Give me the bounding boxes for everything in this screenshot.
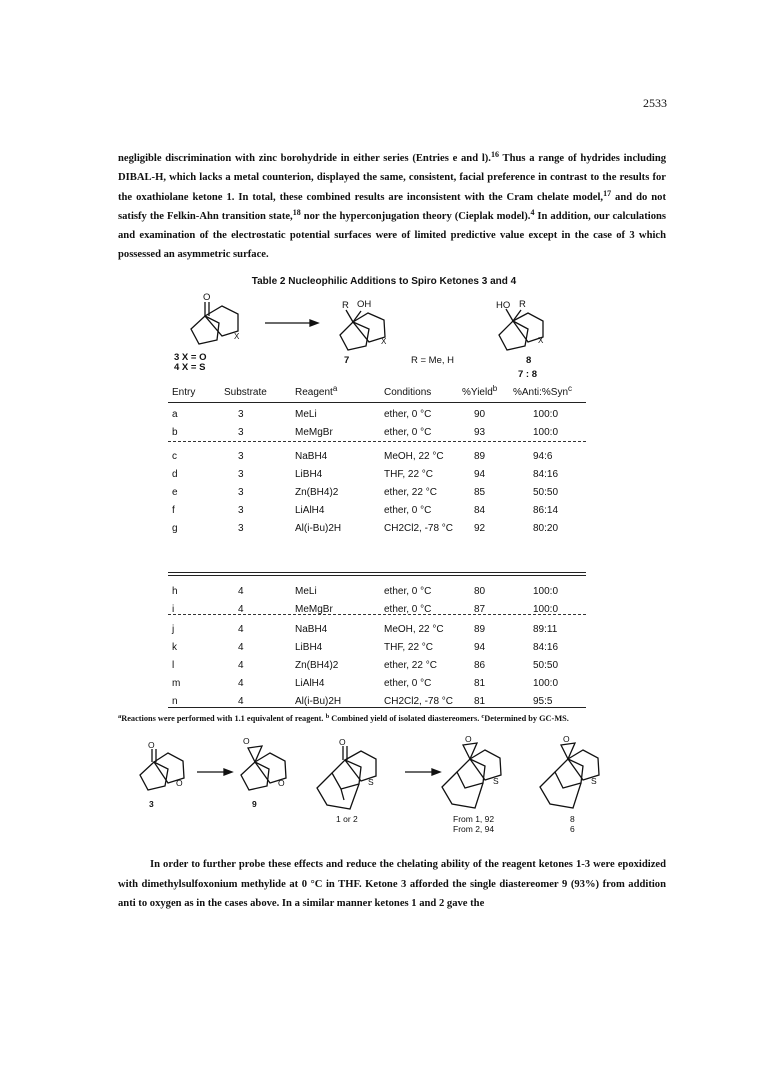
cell-yield: 85 [474,487,486,498]
cell-conditions: MeOH, 22 °C [384,451,444,462]
header-ratio: %Anti:%Syn$^c$ [513,384,573,398]
cell-substrate: 4 [238,642,244,653]
cell-conditions: ether, 0 °C [384,678,432,689]
cell-ratio: 89:11 [533,624,558,635]
cell-yield: 89 [474,451,486,462]
compound-9-label: 9 [252,799,257,809]
cell-entry: a [172,409,178,420]
reference-18: 18 [292,207,301,217]
cell-reagent: MeMgBr [295,427,333,438]
header-yield: %Yield$^b$ [462,384,498,398]
cell-entry: f [172,505,175,516]
cell-conditions: MeOH, 22 °C [384,624,444,635]
cell-conditions: ether, 0 °C [384,604,432,615]
page-number: 2533 [643,96,667,110]
cell-yield: 93 [474,427,486,438]
from-2-yield: From 2, 94 [453,824,495,834]
product-7-r: R [342,300,349,311]
cell-conditions: ether, 0 °C [384,427,432,438]
cell-substrate: 4 [238,586,244,597]
cell-reagent: LiBH4 [295,642,323,653]
text-run: Thus a range of hydrides including DIBAL-H, which lacks a metal counterion, displayed the same, consistent, facial preference in contrast to the results for the oxathiolane ketone 1. In total, these combined results are inconsistent with the Cram chelate model, [118,153,667,203]
cell-ratio: 100:0 [533,427,559,438]
compound-6-label: 6 [570,824,575,834]
cell-substrate: 4 [238,624,244,635]
product-8-sulfur: S [493,776,499,786]
cell-conditions: ether, 0 °C [384,409,432,420]
cell-substrate: 4 [238,696,244,707]
cell-reagent: Zn(BH4)2 [295,660,339,671]
cell-substrate: 3 [238,487,244,498]
cell-substrate: 3 [238,505,244,516]
cell-conditions: ether, 22 °C [384,487,437,498]
cell-entry: g [172,523,178,534]
epoxide-9-oxygen: O [243,736,250,746]
cell-conditions: ether, 0 °C [384,586,432,597]
cell-entry: c [172,451,177,462]
cell-substrate: 3 [238,409,244,420]
header-substrate: Substrate [224,387,267,398]
product-7-label: 7 [344,355,350,366]
cell-ratio: 50:50 [533,660,559,671]
cell-ratio: 100:0 [533,409,559,420]
compound-1or2-label: 1 or 2 [336,814,358,824]
cell-ratio: 84:16 [533,642,559,653]
compound-8-label: 8 [570,814,575,824]
table-title: Table 2 Nucleophilic Additions to Spiro Ketones 3 and 4 [251,276,517,287]
cell-conditions: ether, 22 °C [384,660,437,671]
reference-16: 16 [490,150,499,159]
substrate-4-label: 4 X = S [174,362,206,373]
cell-reagent: MeLi [295,409,317,420]
cell-reagent: NaBH4 [295,624,328,635]
cell-entry: k [172,642,177,653]
cell-ratio: 94:6 [533,451,553,462]
cell-ratio: 95:5 [533,696,553,707]
cell-yield: 94 [474,469,486,480]
cell-ratio: 100:0 [533,678,559,689]
ketone-1or2-oxygen: O [339,737,346,747]
cell-yield: 94 [474,642,486,653]
product-8-r: R [519,299,526,310]
cell-reagent: LiAlH4 [295,505,325,516]
cell-conditions: ether, 0 °C [384,505,432,516]
text-run: and do not satisfy the Felkin-Ahn transition state, [118,191,666,222]
product-6-sulfur: S [591,776,597,786]
reference-17: 17 [603,188,612,198]
product-8-label: 8 [526,355,532,366]
from-1-yield: From 1, 92 [453,814,495,824]
ketone-1or2-sulfur: S [368,777,374,787]
cell-entry: i [172,604,175,615]
body-paragraph-bottom: In order to further probe these effects and reduce the chelating ability of the reagent ketones 1-3 were epoxidized with dimethylsulfoxonium methylide at 0 °C in THF. Ketone 3 afforded the single diastereomer 9 (93%) from addition anti to oxygen as in the cases above. In a similar manner ketones 1 and 2 gave the [118,859,666,909]
ketone-3-ring-oxygen: O [176,778,183,788]
cell-substrate: 3 [238,451,244,462]
product-7-oh: OH [357,299,372,310]
table-footnote: $^a$Reactions were performed with 1.1 equivalent of reagent. $^b$ Combined yield of isolated diastereomers. $^c$Determined by GC-MS. [118,713,569,723]
cell-conditions: THF, 22 °C [384,469,434,480]
cell-reagent: MeMgBr [295,604,333,615]
cell-yield: 90 [474,409,486,420]
text-run: negligible discrimination with zinc borohydride in either series (Entries e and l). [118,153,491,164]
cell-reagent: Al(i-Bu)2H [295,523,342,534]
cell-ratio: 100:0 [533,586,559,597]
cell-yield: 86 [474,660,486,671]
ratio-label: 7 : 8 [518,369,538,380]
substrate-3-label: 3 X = O [174,352,207,363]
cell-entry: h [172,586,178,597]
ketone-3-oxygen: O [148,740,155,750]
cell-yield: 89 [474,624,486,635]
cell-conditions: THF, 22 °C [384,642,434,653]
cell-ratio: 86:14 [533,505,559,516]
cell-reagent: Zn(BH4)2 [295,487,339,498]
product-8-ho: HO [496,300,511,311]
epoxide-9-ring-oxygen: O [278,778,285,788]
cell-ratio: 50:50 [533,487,559,498]
cell-entry: d [172,469,178,480]
cell-substrate: 3 [238,523,244,534]
r-definition: R = Me, H [411,355,455,366]
cell-ratio: 100:0 [533,604,559,615]
cell-ratio: 84:16 [533,469,559,480]
product-8-oxygen: O [465,734,472,744]
cell-ratio: 80:20 [533,523,559,534]
cell-entry: l [172,660,175,671]
product-7-x: X [381,337,387,346]
text-run: nor the hyperconjugation theory (Cieplak model). [300,210,531,222]
cell-reagent: LiAlH4 [295,678,325,689]
cell-substrate: 4 [238,678,244,689]
product-6-oxygen: O [563,734,570,744]
cell-entry: j [172,624,175,635]
carbonyl-oxygen: O [203,292,211,303]
cell-reagent: LiBH4 [295,469,323,480]
header-entry: Entry [172,387,196,398]
cell-substrate: 3 [238,427,244,438]
cell-entry: m [172,678,181,689]
cell-yield: 92 [474,523,486,534]
cell-yield: 87 [474,604,486,615]
cell-substrate: 4 [238,660,244,671]
cell-yield: 84 [474,505,486,516]
cell-reagent: MeLi [295,586,317,597]
cell-entry: b [172,427,178,438]
cell-substrate: 3 [238,469,244,480]
product-8-x: X [538,336,544,345]
compound-3-label: 3 [149,799,154,809]
header-conditions: Conditions [384,387,432,398]
cell-reagent: Al(i-Bu)2H [295,696,342,707]
text-run: In addition, our calculations and examination of the electrostatic potential surfaces were of limited predictive value except in the case of 3 which possessed an asymmetric surface. [118,210,667,261]
cell-conditions: CH2Cl2, -78 °C [384,523,454,534]
reference-4: 4 [530,207,535,217]
cell-yield: 81 [474,678,486,689]
cell-yield: 80 [474,586,486,597]
cell-conditions: CH2Cl2, -78 °C [384,696,454,707]
heteroatom-x: X [234,332,240,341]
cell-entry: e [172,487,178,498]
cell-yield: 81 [474,696,486,707]
cell-entry: n [172,696,178,707]
cell-reagent: NaBH4 [295,451,328,462]
substrate-1or2-bridge [317,773,359,809]
header-reagent: Reagent$^a$ [295,384,338,398]
cell-substrate: 4 [238,604,244,615]
